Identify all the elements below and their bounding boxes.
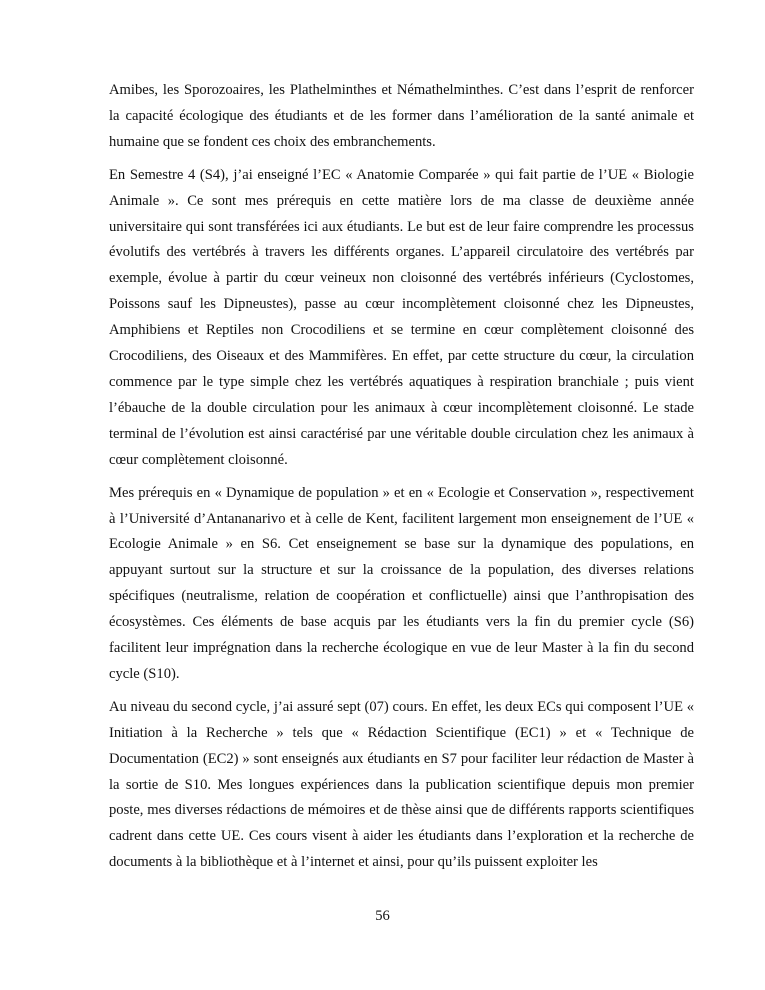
paragraph: Mes prérequis en « Dynamique de population » et en « Ecologie et Conservation », respectivement à l’Université d’Antananarivo et à celle de Kent, facilitent largement mon enseignement de l’UE « Ecologie Animale » en S6. Cet enseignement se base sur la dynamique des populations, en appuyant surtout sur la structure et sur la croissance de la population, des diverses relations spécifiques (neutralisme, relation de coopération et conflictuelle) ainsi que l’anthropisation des écosystèmes. Ces éléments de base acquis par les étudiants vers la fin du premier cycle (S6) facilitent leur imprégnation dans la recherche écologique en vue de leur Master à la fin du second cycle (S10).: [109, 484, 694, 682]
body-text: [109, 78, 694, 883]
page-number: 56: [375, 908, 390, 924]
paragraph: En Semestre 4 (S4), j’ai enseigné l’EC « Anatomie Comparée » qui fait partie de l’UE « Biologie Animale ». Ce sont mes prérequis en cette matière lors de ma classe de deuxième année universitaire qui sont transférées ici aux étudiants. Le but est de leur faire comprendre les processus évolutifs des vertébrés à travers les différents organes. L’appareil circulatoire des vertébrés par exemple, évolue à partir du cœur veineux non cloisonné des vertébrés inférieurs (Cyclostomes, Poissons sauf les Dipneustes), passe au cœur incomplètement cloisonné chez les Dipneustes, Amphibiens et Reptiles non Crocodiliens et se termine en cœur complètement cloisonné des Crocodiliens, des Oiseaux et des Mammifères. En effet, par cette structure du cœur, la circulation commence par le type simple chez les vertébrés aquatiques à respiration branchiale ; puis vient l’ébauche de la double circulation pour les animaux à cœur incomplètement cloisonné. Le stade terminal de l’évolution est ainsi caractérisé par une véritable double circulation chez les animaux à cœur complètement cloisonné.: [109, 166, 694, 468]
paragraph: Au niveau du second cycle, j’ai assuré sept (07) cours. En effet, les deux ECs qui composent l’UE « Initiation à la Recherche » tels que « Rédaction Scientifique (EC1) » et « Technique de Documentation (EC2) » sont enseignés aux étudiants en S7 pour faciliter leur rédaction de Master à la sortie de S10. Mes longues expériences dans la publication scientifique depuis mon premier poste, mes diverses rédactions de mémoires et de thèse ainsi que de différents rapports scientifiques cadrent dans cette UE. Ces cours visent à aider les étudiants dans l’exploration et la recherche de documents à la bibliothèque et à l’internet et ainsi, pour qu’ils puissent exploiter les: [109, 698, 694, 871]
paragraph: Amibes, les Sporozoaires, les Plathelminthes et Némathelminthes. C’est dans l’esprit de renforcer la capacité écologique des étudiants et de les former dans l’amélioration de la santé animale et humaine que se fondent ces choix des embranchements.: [109, 82, 694, 150]
